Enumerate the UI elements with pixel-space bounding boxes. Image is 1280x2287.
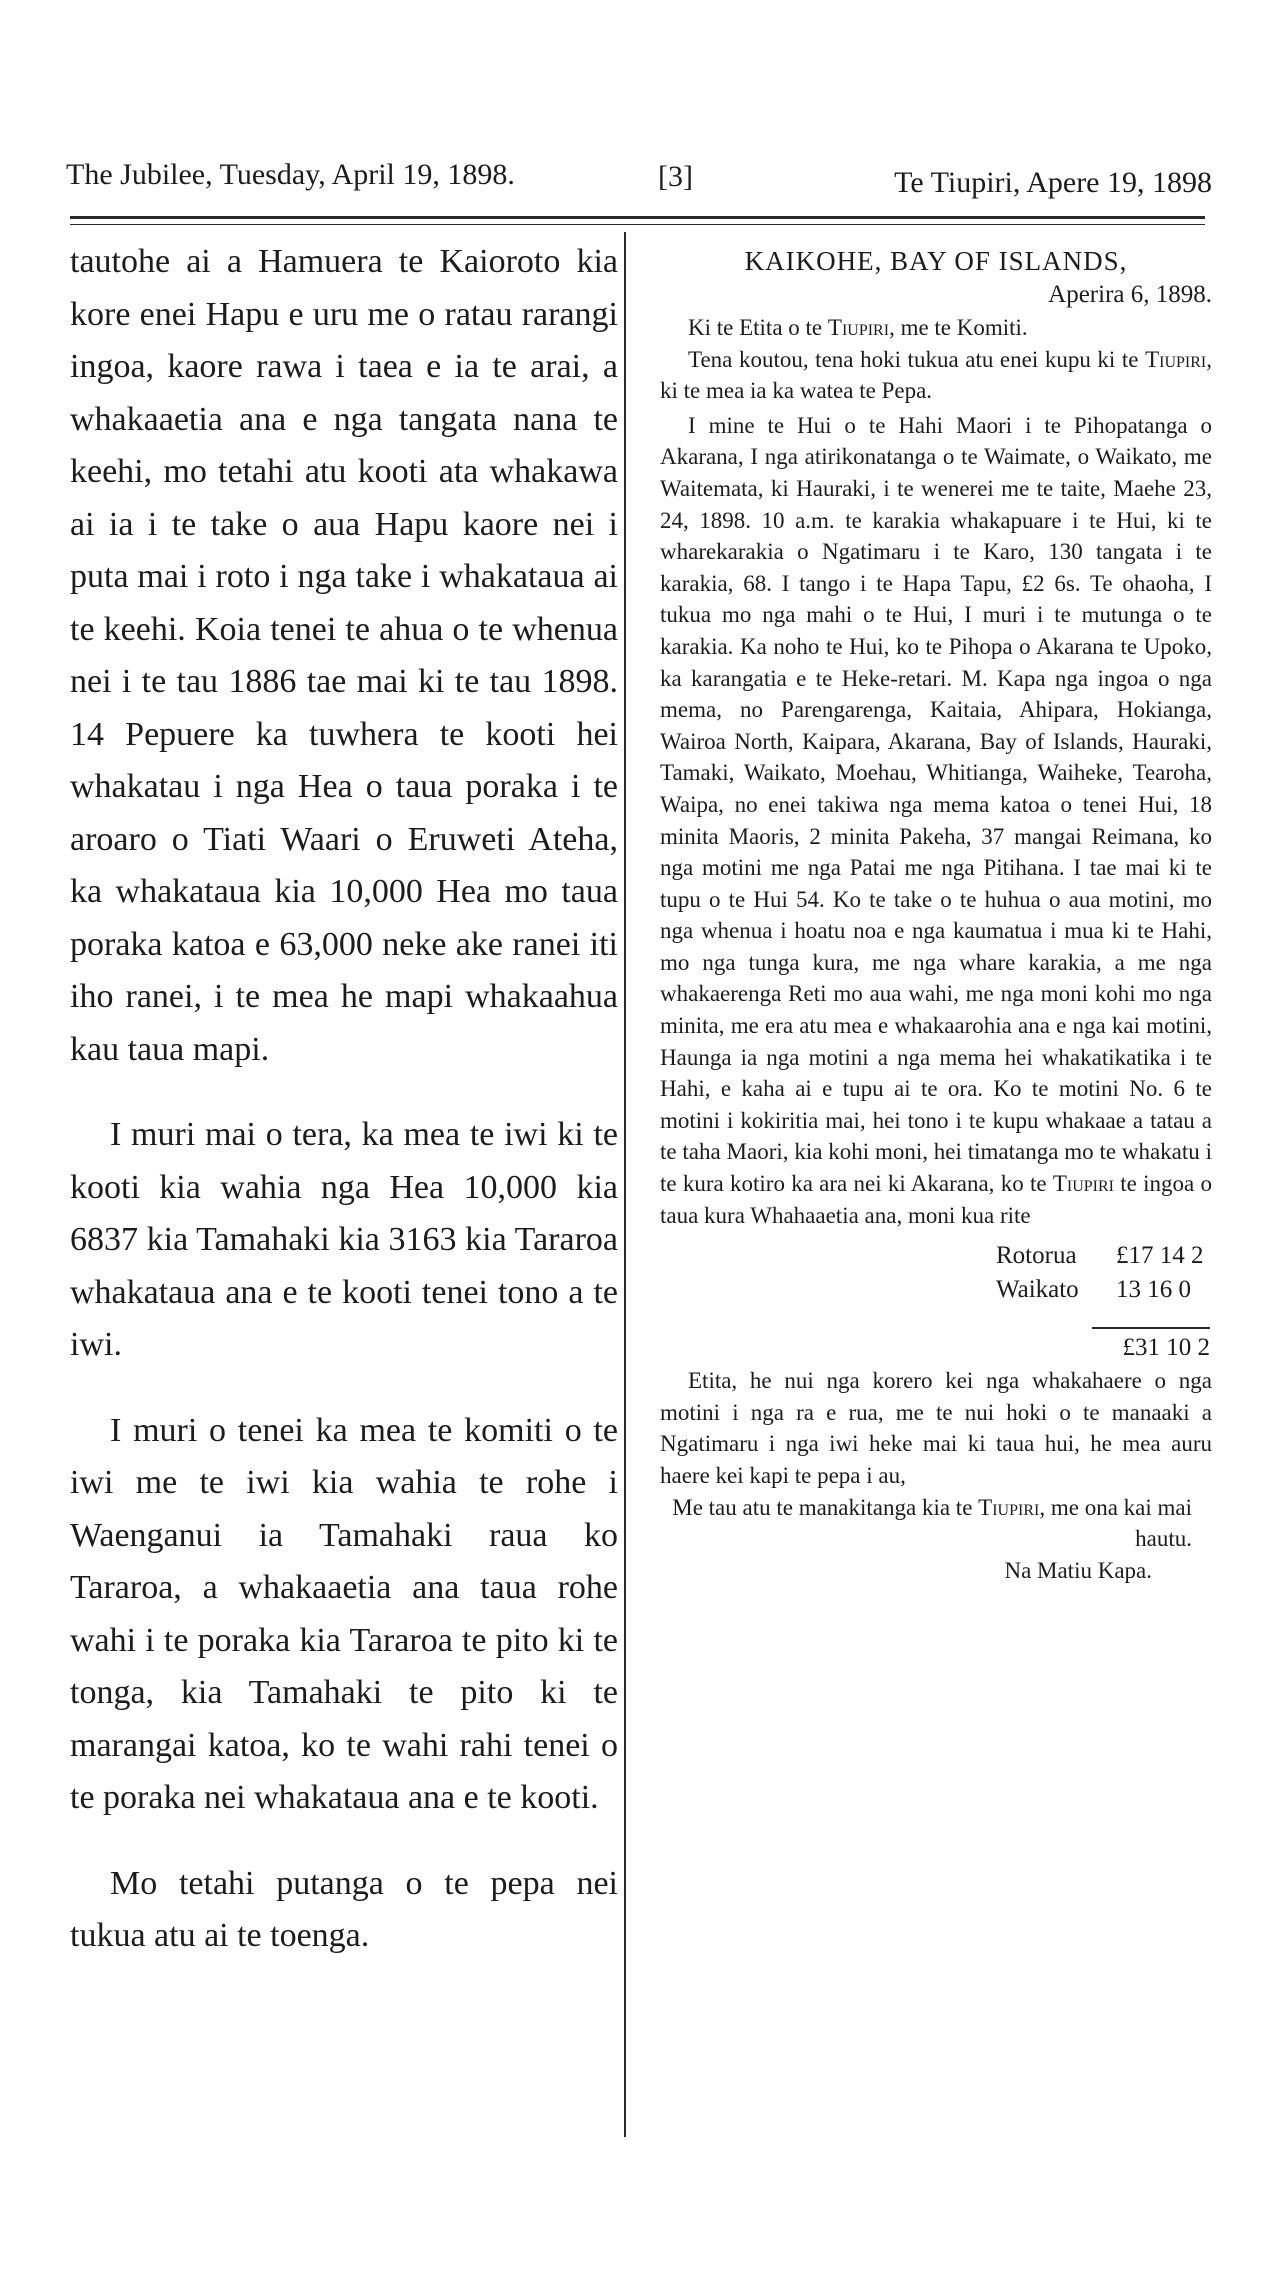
left-paragraph-3: I muri o tenei ka mea te komiti o te iwi me te iwi kia wahia te rohe i Waenganui ia Tamahaki raua ko Tararoa, a whakaaetia ana taua rohe wahi i te poraka kia Tararoa te pito ki te tonga, kia Tamahaki te pito ki te marangai katoa, ko te wahi rahi tenei o te poraka nei whakataua ana e te kooti. (70, 1411, 618, 1816)
header-rule-thick (70, 216, 1205, 219)
left-paragraph-4: Mo tetahi putanga o te pepa nei tukua atu ai te toenga. (70, 1864, 618, 1954)
greeting-pre: Tena koutou, tena hoki tukua atu enei kupu ki te (688, 346, 1146, 372)
page-header (66, 152, 1212, 202)
header-english-date: The Jubilee, Tuesday, April 19, 1898. (66, 158, 515, 191)
contributions-table (660, 1239, 1212, 1365)
salutation-post: , me te Komiti. (889, 315, 1028, 340)
contribution-amount: 13 16 0 (1116, 1276, 1191, 1304)
letter-closing (660, 1492, 1212, 1555)
letter-greeting (660, 344, 1212, 407)
page-number: [3] (658, 160, 693, 193)
sum-rule (1092, 1327, 1210, 1329)
greeting-paper-name: Tiupiri (1145, 346, 1207, 372)
contribution-total: £31 10 2 (1122, 1334, 1210, 1362)
column-divider (624, 232, 626, 2137)
left-paragraph-2: I muri mai o tera, ka mea te iwi ki te kooti kia wahia nga Hea 10,000 kia 6837 kia Tamahaki kia 3163 kia Tararoa whakataua ana e te kooti tenei tono a te iwi. (70, 1116, 618, 1363)
contribution-name: Rotorua (996, 1242, 1077, 1270)
closing-post: , me ona kai mai hautu. (1039, 1494, 1192, 1552)
body-paper-name: Tiupiri (1052, 1171, 1114, 1197)
letter-signature: Na Matiu Kapa. (1004, 1557, 1152, 1583)
letter-date: Aperira 6, 1898. (1048, 281, 1212, 308)
salutation-pre: Ki te Etita o te (688, 315, 828, 340)
salutation-paper-name: Tiupiri (827, 315, 890, 340)
contribution-name: Waikato (996, 1276, 1079, 1304)
contribution-row (660, 1239, 1212, 1273)
body-pre: I mine te Hui o te Hahi Maori i te Pihopatanga o Akarana, I nga atirikonatanga o te Waimate, o Waikato, me Waitemata, ki Hauraki, i te wenerei me te taite, Maehe 23, 24, 1898. 10 a.m. te karakia whakapuare i te Hui, ki te wharekarakia o Ngatimaru i te Karo, 130 tangata i te karakia, 68. I tango i te Hapa Tapu, £2 6s. Te ohaoha, I tukua mo nga mahi o te Hui, I muri i te mutunga o te karakia. Ka noho te Hui, ko te Pihopa o Akarana te Upoko, ka karangatia e te Heke-retari. M. Kapa nga ingoa o nga mema, no Parengarenga, Kaitaia, Ahipara, Hokianga, Wairoa North, Kaipara, Akarana, Bay of Islands, Hauraki, Tamaki, Waikato, Moehau, Whitianga, Waiheke, Tearoha, Waipa, no enei takiwa nga mema katoa o tenei Hui, 18 minita Maoris, 2 minita Pakeha, 37 mangai Reimana, ko nga motini me nga Patai me nga Pitihana. I tae mai ki te tupu o te Hui 54. Ko te take o te huhua o aua motini, mo nga whenua i hoatu noa e nga kaumatua i mua ki te Hahi, mo nga tunga kura, me nga whare karakia, a me nga whakaerenga Reti mo aua wahi, me nga moni kohi mo nga minita, me era atu mea e whakaarohia ana e nga kai motini, Haunga ia nga motini a nga mema hei whakatikatika i te Hahi, e kaha ai e tupu ai te ora. Ko te motini No. 6 te motini i kokiritia mai, hei tono i te kupu whakaae a tatau a te taha Maori, kia kohi moni, hei timatanga mo te whakatu i te kura kotiro ka ara nei ki Akarana, ko te (660, 412, 1212, 1197)
right-column-letter (660, 244, 1212, 1586)
header-rule-thin (70, 224, 1205, 225)
letter-afterword: Etita, he nui nga korero kei nga whakahaere o nga motini i nga ra e rua, me te nui hoki o te manaaki a Ngatimaru i nga iwi heke mai ki taua hui, he mea auru haere kei kapi te pepa i au, (660, 1368, 1212, 1488)
letter-salutation (660, 312, 1212, 344)
body-post: te ingoa o taua kura Whahaaetia ana, moni kua rite (660, 1171, 1212, 1228)
left-column (70, 236, 618, 1963)
closing-pre: Me tau atu te manakitanga kia te (672, 1494, 979, 1520)
contribution-amount: £17 14 2 (1116, 1242, 1204, 1270)
closing-paper-name: Tiupiri (978, 1494, 1040, 1520)
greeting-post: , ki te mea ia ka watea te Pepa. (660, 346, 1212, 404)
letter-place: KAIKOHE, BAY OF ISLANDS, (744, 246, 1128, 276)
contribution-row (660, 1273, 1212, 1307)
letter-body (660, 410, 1212, 1231)
left-paragraph-1: tautohe ai a Hamuera te Kaioroto kia kore enei Hapu e uru me o ratau rarangi ingoa, kaore rawa i taea e ia te arai, a whakaaetia ana e nga tangata nana te keehi, mo tetahi atu kooti ata whakawa ai ia i te take o aua Hapu kaore nei i puta mai i roto i nga take i whakataua ai te keehi. Koia tenei te ahua o te whenua nei i te tau 1886 tae mai ki te tau 1898. 14 Pepuere ka tuwhera te kooti hei whakatau i nga Hea o taua poraka i te aroaro o Tiati Waari o Eruweti Ateha, ka whakataua kia 10,000 Hea mo taua poraka katoa e 63,000 neke ake ranei iti iho ranei, i te mea he mapi whakaahua kau taua mapi. (70, 243, 618, 1068)
header-maori-date: Te Tiupiri, Apere 19, 1898 (894, 166, 1212, 199)
